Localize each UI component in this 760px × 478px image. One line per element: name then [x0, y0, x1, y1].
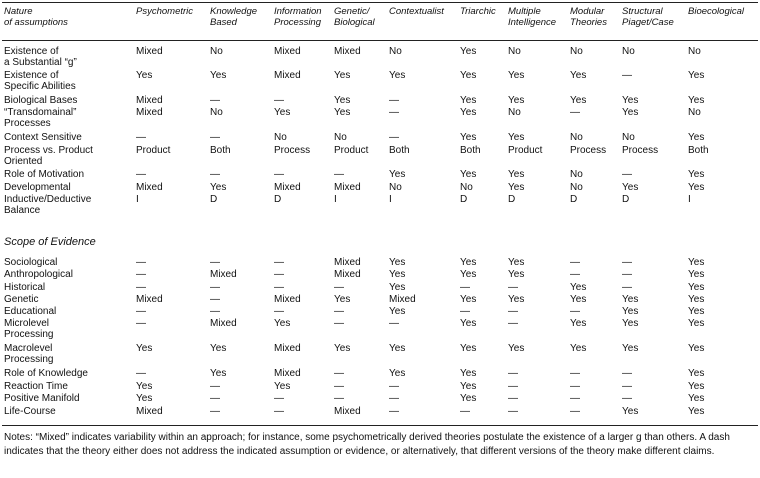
table-cell: —	[274, 95, 284, 106]
table-cell: No	[570, 46, 583, 57]
table-cell: No	[210, 46, 223, 57]
table-cell: —	[389, 393, 399, 404]
table-cell: Yes	[688, 257, 705, 268]
table-cell: Yes	[570, 70, 587, 81]
table-cell: —	[570, 368, 580, 379]
table-cell: Yes	[688, 132, 705, 143]
table-cell: —	[334, 393, 344, 404]
table-cell: —	[389, 132, 399, 143]
table-cell: Yes	[688, 169, 705, 180]
table-cell: Yes	[334, 343, 351, 354]
column-header: Triarchic	[460, 6, 496, 17]
notes-rule	[2, 425, 758, 426]
table-cell: —	[210, 282, 220, 293]
table-cell: No	[622, 132, 635, 143]
table-cell: —	[136, 282, 146, 293]
table-cell: Yes	[460, 132, 477, 143]
table-cell: No	[460, 182, 473, 193]
row-label: Inductive/Deductive Balance	[4, 194, 92, 216]
table-cell: Mixed	[136, 46, 163, 57]
table-cell: Yes	[136, 381, 153, 392]
table-cell: No	[508, 46, 521, 57]
table-cell: —	[570, 381, 580, 392]
table-cell: Mixed	[334, 182, 361, 193]
row-label: Life-Course	[4, 406, 56, 417]
table-cell: Yes	[460, 318, 477, 329]
table-cell: —	[210, 406, 220, 417]
table-cell: D	[274, 194, 282, 205]
row-label: Genetic	[4, 294, 39, 305]
table-cell: Yes	[210, 182, 227, 193]
table-cell: Yes	[688, 269, 705, 280]
column-header: Genetic/ Biological	[334, 6, 375, 28]
table-cell: —	[622, 257, 632, 268]
table-cell: Yes	[460, 381, 477, 392]
row-label: Historical	[4, 282, 46, 293]
table-cell: Product	[334, 145, 369, 156]
table-cell: No	[622, 46, 635, 57]
table-cell: D	[622, 194, 630, 205]
table-cell: —	[136, 318, 146, 329]
table-cell: —	[274, 406, 284, 417]
table-cell: I	[389, 194, 392, 205]
table-cell: —	[622, 169, 632, 180]
table-cell: Yes	[688, 318, 705, 329]
table-cell: Yes	[460, 393, 477, 404]
row-label: Reaction Time	[4, 381, 68, 392]
scope-of-evidence-heading: Scope of Evidence	[4, 236, 96, 248]
table-cell: Mixed	[136, 182, 163, 193]
table-cell: Mixed	[136, 107, 163, 118]
table-cell: Yes	[460, 95, 477, 106]
table-cell: Yes	[688, 70, 705, 81]
table-cell: Yes	[389, 269, 406, 280]
table-cell: No	[570, 169, 583, 180]
table-cell: Yes	[460, 107, 477, 118]
table-cell: Yes	[688, 182, 705, 193]
table-cell: —	[508, 381, 518, 392]
column-header: Structural Piaget/Case	[622, 6, 674, 28]
table-cell: Mixed	[274, 343, 301, 354]
table-cell: Product	[508, 145, 543, 156]
table-cell: Mixed	[274, 368, 301, 379]
table-cell: —	[570, 406, 580, 417]
table-cell: —	[389, 95, 399, 106]
table-cell: Mixed	[274, 70, 301, 81]
table-cell: Yes	[389, 282, 406, 293]
row-label: Role of Knowledge	[4, 368, 88, 379]
table-cell: —	[508, 282, 518, 293]
row-label: Existence of a Substantial “g”	[4, 46, 77, 68]
row-label: Microlevel Processing	[4, 318, 54, 340]
row-label: “Transdomainal” Processes	[4, 107, 77, 129]
table-cell: Process	[274, 145, 311, 156]
table-cell: Mixed	[136, 406, 163, 417]
table-cell: Yes	[460, 343, 477, 354]
table-cell: —	[210, 132, 220, 143]
row-label: Existence of Specific Abilities	[4, 70, 76, 92]
table-cell: No	[508, 107, 521, 118]
table-cell: Yes	[389, 70, 406, 81]
table-cell: Yes	[688, 381, 705, 392]
table-cell: Mixed	[210, 269, 237, 280]
table-cell: D	[508, 194, 516, 205]
table-cell: Both	[210, 145, 231, 156]
table-cell: Yes	[688, 294, 705, 305]
table-cell: —	[210, 294, 220, 305]
table-cell: Yes	[334, 107, 351, 118]
table-cell: D	[210, 194, 218, 205]
table-cell: Yes	[570, 95, 587, 106]
row-label: Positive Manifold	[4, 393, 80, 404]
table-cell: Yes	[622, 343, 639, 354]
table-cell: —	[334, 381, 344, 392]
table-cell: Yes	[508, 132, 525, 143]
table-cell: —	[570, 306, 580, 317]
table-cell: —	[622, 70, 632, 81]
table-cell: Yes	[334, 95, 351, 106]
column-header: Knowledge Based	[210, 6, 258, 28]
table-cell: —	[570, 269, 580, 280]
table-cell: —	[508, 306, 518, 317]
table-cell: Yes	[460, 46, 477, 57]
table-cell: —	[136, 257, 146, 268]
table-cell: Yes	[570, 294, 587, 305]
table-cell: No	[688, 107, 701, 118]
table-cell: —	[334, 169, 344, 180]
table-cell: Yes	[389, 169, 406, 180]
table-cell: Yes	[688, 282, 705, 293]
table-cell: Mixed	[136, 95, 163, 106]
table-cell: I	[688, 194, 691, 205]
table-cell: —	[334, 318, 344, 329]
column-header: Multiple Intelligence	[508, 6, 557, 28]
table-cell: Yes	[688, 368, 705, 379]
table-cell: Yes	[210, 368, 227, 379]
table-cell: Yes	[460, 269, 477, 280]
table-cell: —	[460, 406, 470, 417]
table-cell: —	[622, 368, 632, 379]
table-cell: —	[136, 132, 146, 143]
row-label: Role of Motivation	[4, 169, 85, 180]
table-cell: Mixed	[334, 46, 361, 57]
table-cell: Mixed	[274, 46, 301, 57]
table-cell: —	[508, 406, 518, 417]
table-cell: —	[334, 306, 344, 317]
table-cell: Yes	[274, 107, 291, 118]
table-cell: —	[508, 318, 518, 329]
row-label: Educational	[4, 306, 57, 317]
table-cell: No	[570, 182, 583, 193]
table-cell: No	[570, 132, 583, 143]
table-cell: No	[334, 132, 347, 143]
table-cell: No	[389, 182, 402, 193]
table-cell: Yes	[688, 343, 705, 354]
table-cell: —	[570, 393, 580, 404]
table-cell: —	[210, 306, 220, 317]
table-cell: Mixed	[334, 257, 361, 268]
table-notes: Notes: “Mixed” indicates variability within an approach; for instance, some psychometrically derived theories postulate the existence of a larger g than others. A dash indicates that the theory either does not address the indicated assumption or evidence, or alternatively, that different versions of the theory make different claims.	[4, 432, 730, 457]
table-cell: Yes	[389, 257, 406, 268]
table-cell: Product	[136, 145, 171, 156]
table-cell: D	[460, 194, 468, 205]
row-label: Macrolevel Processing	[4, 343, 54, 365]
table-cell: —	[389, 107, 399, 118]
table-cell: Process	[570, 145, 607, 156]
table-cell: Yes	[622, 107, 639, 118]
table-cell: Yes	[688, 406, 705, 417]
row-label: Process vs. Product Oriented	[4, 145, 93, 167]
row-label: Context Sensitive	[4, 132, 82, 143]
table-cell: —	[136, 306, 146, 317]
table-cell: Yes	[622, 306, 639, 317]
table-cell: Yes	[460, 257, 477, 268]
table-cell: Yes	[334, 70, 351, 81]
table-cell: Yes	[570, 318, 587, 329]
table-cell: No	[274, 132, 287, 143]
top-rule	[2, 2, 758, 3]
column-header: Contextualist	[389, 6, 444, 17]
table-cell: Yes	[622, 406, 639, 417]
table-cell: —	[210, 95, 220, 106]
table-cell: Mixed	[274, 294, 301, 305]
table-cell: Mixed	[210, 318, 237, 329]
table-cell: —	[274, 282, 284, 293]
table-cell: —	[389, 406, 399, 417]
table-cell: I	[334, 194, 337, 205]
table-cell: —	[274, 269, 284, 280]
table-cell: —	[274, 257, 284, 268]
table-cell: —	[622, 381, 632, 392]
table-cell: —	[622, 393, 632, 404]
table-cell: Mixed	[274, 182, 301, 193]
table-cell: Yes	[508, 257, 525, 268]
table-cell: Yes	[136, 393, 153, 404]
table-cell: —	[274, 169, 284, 180]
table-cell: Yes	[508, 169, 525, 180]
table-cell: Yes	[136, 70, 153, 81]
table-cell: Mixed	[389, 294, 416, 305]
table-cell: Yes	[274, 381, 291, 392]
table-cell: Yes	[688, 306, 705, 317]
table-cell: —	[274, 306, 284, 317]
table-cell: Yes	[570, 343, 587, 354]
table-cell: Yes	[508, 182, 525, 193]
table-cell: —	[389, 318, 399, 329]
table-cell: Both	[460, 145, 481, 156]
table-cell: —	[622, 269, 632, 280]
table-cell: Yes	[460, 169, 477, 180]
table-cell: No	[688, 46, 701, 57]
table-cell: Yes	[508, 294, 525, 305]
table-cell: Both	[688, 145, 709, 156]
table-cell: Yes	[334, 294, 351, 305]
table-cell: —	[570, 257, 580, 268]
column-header: Bioecological	[688, 6, 744, 17]
table-cell: —	[136, 368, 146, 379]
table-cell: Yes	[688, 393, 705, 404]
table-cell: Yes	[274, 318, 291, 329]
table-cell: —	[389, 381, 399, 392]
table-cell: —	[136, 269, 146, 280]
table-cell: Yes	[460, 70, 477, 81]
table-cell: —	[210, 169, 220, 180]
table-cell: Yes	[570, 282, 587, 293]
table-cell: Yes	[622, 318, 639, 329]
table-cell: Yes	[622, 182, 639, 193]
column-header: Information Processing	[274, 6, 322, 28]
table-cell: Yes	[210, 343, 227, 354]
table-cell: Yes	[508, 95, 525, 106]
table-cell: Mixed	[136, 294, 163, 305]
row-label: Biological Bases	[4, 95, 78, 106]
table-cell: Yes	[460, 294, 477, 305]
table-cell: —	[210, 381, 220, 392]
table-cell: —	[210, 393, 220, 404]
table-cell: —	[622, 282, 632, 293]
column-header: Psychometric	[136, 6, 194, 17]
table-cell: Yes	[688, 95, 705, 106]
table-cell: Yes	[508, 343, 525, 354]
table-cell: —	[508, 368, 518, 379]
table-cell: Both	[389, 145, 410, 156]
table-cell: Yes	[389, 306, 406, 317]
table-cell: I	[136, 194, 139, 205]
table-cell: —	[334, 368, 344, 379]
table-cell: —	[334, 282, 344, 293]
table-cell: Yes	[210, 70, 227, 81]
row-label: Sociological	[4, 257, 58, 268]
table-cell: Yes	[389, 368, 406, 379]
table-cell: Yes	[622, 294, 639, 305]
table-cell: Mixed	[334, 269, 361, 280]
table-cell: —	[570, 107, 580, 118]
table-cell: No	[389, 46, 402, 57]
table-cell: Yes	[508, 70, 525, 81]
column-header: Modular Theories	[570, 6, 607, 28]
row-label: Developmental	[4, 182, 71, 193]
table-cell: Mixed	[334, 406, 361, 417]
table-cell: —	[460, 306, 470, 317]
table-cell: Yes	[136, 343, 153, 354]
table-cell: —	[460, 282, 470, 293]
table-cell: Yes	[622, 95, 639, 106]
table-cell: —	[136, 169, 146, 180]
table-cell: Yes	[508, 269, 525, 280]
table-cell: —	[274, 393, 284, 404]
table-cell: Yes	[460, 368, 477, 379]
table-cell: —	[508, 393, 518, 404]
table-cell: Process	[622, 145, 659, 156]
row-label-header: Nature of assumptions	[4, 6, 68, 28]
table-cell: D	[570, 194, 578, 205]
table-cell: No	[210, 107, 223, 118]
row-label: Anthropological	[4, 269, 73, 280]
table-cell: Yes	[389, 343, 406, 354]
table-cell: —	[210, 257, 220, 268]
header-rule	[2, 40, 758, 41]
